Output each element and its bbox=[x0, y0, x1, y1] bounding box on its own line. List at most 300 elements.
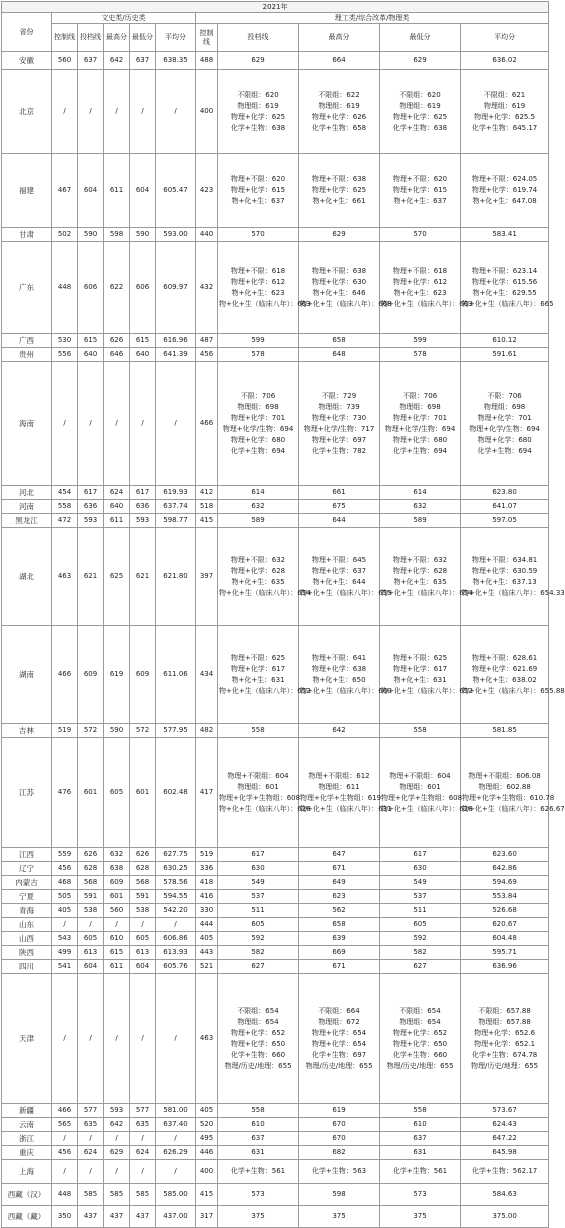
science-score-cell bbox=[299, 904, 380, 918]
table-row bbox=[2, 932, 549, 946]
score-line: 661 bbox=[332, 488, 346, 496]
science-score-cell bbox=[218, 1160, 299, 1184]
science-score-cell bbox=[461, 876, 549, 890]
science-score-cell bbox=[218, 228, 299, 242]
arts-score-cell: / bbox=[78, 974, 104, 1104]
science-score-cell bbox=[461, 960, 549, 974]
arts-score-cell: 606 bbox=[78, 242, 104, 334]
science-score-cell bbox=[218, 724, 299, 738]
science-col-header: 投档线 bbox=[218, 24, 299, 52]
score-line: 440 bbox=[199, 230, 214, 238]
arts-score-cell: 640 bbox=[130, 348, 156, 362]
score-line: 549 bbox=[413, 878, 427, 886]
score-line: 488 bbox=[199, 56, 214, 64]
science-score-cell bbox=[299, 52, 380, 70]
score-line: 519 bbox=[199, 850, 214, 858]
score-line: 物理+不限组：606.08 bbox=[468, 771, 541, 780]
province-cell: 河南 bbox=[2, 500, 52, 514]
score-line: 418 bbox=[199, 878, 214, 886]
science-score-cell bbox=[196, 890, 218, 904]
arts-score-cell: 568 bbox=[78, 876, 104, 890]
score-line: 物理组：698 bbox=[399, 402, 441, 411]
score-line: 物理组：654 bbox=[399, 1017, 441, 1026]
province-cell: 山东 bbox=[2, 918, 52, 932]
arts-score-cell: 616.96 bbox=[156, 334, 196, 348]
score-line: 物理+化学：615 bbox=[392, 186, 448, 194]
score-line: 405 bbox=[199, 1106, 214, 1114]
score-line: 物理+化学+生物组：619 bbox=[300, 793, 382, 802]
score-line: 617 bbox=[251, 850, 265, 858]
province-cell: 湖南 bbox=[2, 626, 52, 724]
arts-score-cell: 456 bbox=[52, 862, 78, 876]
science-score-cell bbox=[218, 932, 299, 946]
province-cell: 湖北 bbox=[2, 528, 52, 626]
science-score-cell bbox=[461, 1206, 549, 1228]
arts-score-cell: 585 bbox=[78, 1184, 104, 1206]
score-line: 415 bbox=[199, 516, 214, 524]
score-line: 573 bbox=[413, 1190, 427, 1198]
science-score-cell bbox=[461, 154, 549, 228]
score-line: 670 bbox=[332, 1134, 346, 1142]
score-line: 化学+生物：561 bbox=[230, 1167, 286, 1175]
arts-col-header: 平均分 bbox=[156, 24, 196, 52]
arts-score-cell: 568 bbox=[130, 876, 156, 890]
table-row bbox=[2, 1184, 549, 1206]
arts-score-cell: 598 bbox=[104, 228, 130, 242]
score-line: 不限组：621 bbox=[483, 90, 526, 99]
score-line: 物+化+生（临床八年）：626 bbox=[219, 804, 311, 813]
score-line: 物理组：601 bbox=[399, 782, 441, 791]
arts-score-cell: 472 bbox=[52, 514, 78, 528]
science-score-cell bbox=[380, 228, 461, 242]
science-score-cell bbox=[196, 348, 218, 362]
arts-score-cell: / bbox=[156, 1160, 196, 1184]
province-cell: 海南 bbox=[2, 362, 52, 486]
science-score-cell bbox=[196, 486, 218, 500]
science-score-cell bbox=[299, 486, 380, 500]
score-line: 595.71 bbox=[492, 948, 517, 956]
arts-score-cell: 640 bbox=[104, 500, 130, 514]
arts-score-cell: 505 bbox=[52, 890, 78, 904]
score-line: 物理+化学：638 bbox=[311, 664, 367, 673]
score-line: 570 bbox=[413, 230, 427, 238]
score-line: 648 bbox=[332, 350, 346, 358]
province-cell: 陕西 bbox=[2, 946, 52, 960]
science-score-cell bbox=[461, 1132, 549, 1146]
arts-score-cell: 646 bbox=[104, 348, 130, 362]
province-cell: 江苏 bbox=[2, 738, 52, 848]
science-score-cell bbox=[461, 890, 549, 904]
arts-score-cell: 593 bbox=[104, 1104, 130, 1118]
arts-score-cell: 502 bbox=[52, 228, 78, 242]
score-line: 物理+化学：680 bbox=[230, 435, 286, 444]
science-score-cell bbox=[380, 242, 473, 334]
score-line: 物理+化学：652.1 bbox=[474, 1039, 536, 1048]
arts-score-cell: / bbox=[156, 918, 196, 932]
arts-score-cell: 615 bbox=[104, 946, 130, 960]
score-line: 405 bbox=[199, 934, 214, 942]
arts-score-cell: 590 bbox=[104, 724, 130, 738]
arts-score-cell: 635 bbox=[78, 1118, 104, 1132]
science-score-cell bbox=[218, 528, 311, 626]
score-line: 627 bbox=[251, 962, 265, 970]
score-line: 591.61 bbox=[492, 350, 517, 358]
score-line: 物理+化学：650 bbox=[392, 1039, 448, 1048]
arts-score-cell: / bbox=[52, 362, 78, 486]
score-line: 物+化+生：637 bbox=[231, 197, 285, 205]
science-score-cell bbox=[299, 876, 380, 890]
score-line: 物理+化学：654 bbox=[311, 1039, 367, 1048]
arts-score-cell: 601 bbox=[78, 738, 104, 848]
arts-score-cell: 437 bbox=[104, 1206, 130, 1228]
score-line: 物理+化学：625.5 bbox=[474, 112, 536, 121]
province-cell: 天津 bbox=[2, 974, 52, 1104]
score-line: 610.12 bbox=[492, 336, 517, 344]
score-line: 584.63 bbox=[492, 1190, 517, 1198]
arts-score-cell: 628 bbox=[78, 862, 104, 876]
score-line: 397 bbox=[199, 572, 214, 580]
science-score-cell bbox=[196, 904, 218, 918]
arts-score-cell: / bbox=[130, 1160, 156, 1184]
science-score-cell bbox=[461, 70, 549, 154]
science-score-cell bbox=[380, 1132, 461, 1146]
score-line: 物理+不限：645 bbox=[311, 555, 367, 564]
score-line: 537 bbox=[413, 892, 427, 900]
science-score-cell bbox=[299, 946, 380, 960]
score-line: 423 bbox=[199, 186, 214, 194]
score-line: 605 bbox=[251, 920, 265, 928]
score-line: 658 bbox=[332, 336, 346, 344]
table-row bbox=[2, 348, 549, 362]
science-score-cell bbox=[461, 1160, 549, 1184]
science-score-cell bbox=[196, 1132, 218, 1146]
arts-score-cell: 605 bbox=[130, 932, 156, 946]
arts-score-cell: 468 bbox=[52, 876, 78, 890]
score-line: 物+化+生（临床八年）：654 bbox=[219, 588, 311, 597]
score-line: 511 bbox=[413, 906, 427, 914]
arts-score-cell: 604 bbox=[78, 960, 104, 974]
science-score-cell bbox=[461, 918, 549, 932]
arts-col-header: 最低分 bbox=[130, 24, 156, 52]
score-line: 520 bbox=[199, 1120, 214, 1128]
score-line: 物理+不限：624.05 bbox=[471, 175, 538, 183]
score-line: 582 bbox=[251, 948, 265, 956]
score-line: 336 bbox=[199, 864, 214, 872]
score-line: 不限组：620 bbox=[399, 90, 441, 99]
score-line: 682 bbox=[332, 1148, 346, 1156]
science-score-cell bbox=[196, 52, 218, 70]
score-line: 物+化+生（临床八年）：631 bbox=[300, 804, 392, 813]
science-score-cell bbox=[461, 242, 554, 334]
arts-score-cell: / bbox=[52, 1132, 78, 1146]
arts-score-cell: 541 bbox=[52, 960, 78, 974]
arts-score-cell: / bbox=[104, 918, 130, 932]
science-col-header: 最低分 bbox=[380, 24, 461, 52]
score-line: 化学+生物：658 bbox=[311, 123, 367, 132]
arts-score-cell: 598.77 bbox=[156, 514, 196, 528]
score-line: 629 bbox=[413, 56, 427, 64]
score-line: 物理+化学：612 bbox=[230, 277, 286, 286]
score-line: 518 bbox=[199, 502, 214, 510]
score-line: 物理+化学：626 bbox=[311, 112, 367, 121]
score-line: 631 bbox=[413, 1148, 427, 1156]
arts-score-cell: 627.75 bbox=[156, 848, 196, 862]
science-score-cell bbox=[299, 918, 380, 932]
score-line: 645.98 bbox=[492, 1148, 517, 1156]
score-line: 562 bbox=[332, 906, 346, 914]
score-line: 化学+生物：660 bbox=[392, 1050, 448, 1059]
score-line: 物理组：657.88 bbox=[478, 1017, 531, 1026]
science-score-cell bbox=[461, 1146, 549, 1160]
science-score-cell bbox=[380, 960, 461, 974]
arts-score-cell: 591 bbox=[130, 890, 156, 904]
arts-score-cell: 590 bbox=[130, 228, 156, 242]
arts-score-cell: 466 bbox=[52, 626, 78, 724]
province-cell: 江西 bbox=[2, 848, 52, 862]
arts-score-cell: 630.25 bbox=[156, 862, 196, 876]
score-line: 578 bbox=[413, 350, 427, 358]
province-cell: 贵州 bbox=[2, 348, 52, 362]
arts-score-cell: 626 bbox=[104, 334, 130, 348]
table-row bbox=[2, 890, 549, 904]
science-score-cell bbox=[218, 348, 299, 362]
score-line: 627 bbox=[413, 962, 427, 970]
score-line: 558 bbox=[251, 726, 265, 734]
science-score-cell bbox=[461, 348, 549, 362]
science-score-cell bbox=[299, 334, 380, 348]
score-table bbox=[1, 1, 565, 1228]
science-score-cell bbox=[218, 52, 299, 70]
score-line: 物理组：619 bbox=[399, 101, 441, 110]
score-line: 400 bbox=[199, 1167, 214, 1175]
score-line: 物理+不限：632 bbox=[392, 555, 448, 564]
score-line: 物理组：611 bbox=[318, 782, 360, 791]
score-line: 620.67 bbox=[492, 920, 517, 928]
arts-score-cell: 577 bbox=[78, 1104, 104, 1118]
science-score-cell bbox=[380, 1146, 461, 1160]
table-row bbox=[2, 918, 549, 932]
province-cell: 吉林 bbox=[2, 724, 52, 738]
arts-score-cell: 605 bbox=[104, 738, 130, 848]
province-cell: 河北 bbox=[2, 486, 52, 500]
science-col-header: 控制线 bbox=[196, 24, 218, 52]
score-line: 物+化+生：631 bbox=[393, 675, 447, 684]
science-score-cell bbox=[461, 52, 549, 70]
score-line: 670 bbox=[332, 1120, 346, 1128]
score-line: 物理+不限组：612 bbox=[308, 771, 370, 780]
science-score-cell bbox=[299, 974, 380, 1104]
science-score-cell bbox=[196, 1146, 218, 1160]
science-score-cell bbox=[196, 528, 218, 626]
score-line: 物理+不限：641 bbox=[311, 653, 367, 662]
science-score-cell bbox=[380, 70, 461, 154]
score-line: 不限组：620 bbox=[237, 90, 279, 99]
score-line: 化学+生物：638 bbox=[230, 123, 286, 132]
score-line: 599 bbox=[251, 336, 265, 344]
arts-score-cell: / bbox=[130, 70, 156, 154]
arts-score-cell: 572 bbox=[130, 724, 156, 738]
score-line: 物理/历史/地理：655 bbox=[224, 1061, 292, 1070]
arts-score-cell: / bbox=[104, 974, 130, 1104]
score-line: 623.80 bbox=[492, 488, 517, 496]
score-line: 物+化+生：638.02 bbox=[472, 675, 537, 684]
score-line: 631 bbox=[251, 1148, 265, 1156]
science-score-cell bbox=[299, 362, 380, 486]
science-score-cell bbox=[196, 918, 218, 932]
arts-score-cell: 542.20 bbox=[156, 904, 196, 918]
score-line: 物理+化学/生物：694 bbox=[222, 424, 294, 433]
arts-score-cell: 578.56 bbox=[156, 876, 196, 890]
science-score-cell bbox=[218, 1132, 299, 1146]
score-line: 511 bbox=[251, 906, 265, 914]
arts-score-cell: 626 bbox=[78, 848, 104, 862]
science-group-header: 理工类/综合改革/物理类 bbox=[196, 13, 549, 24]
score-line: 物理+化学：652.6 bbox=[474, 1028, 536, 1037]
science-score-cell bbox=[196, 848, 218, 862]
score-line: 物理+化学/生物：694 bbox=[384, 424, 456, 433]
science-score-cell bbox=[461, 500, 549, 514]
score-line: 375 bbox=[332, 1212, 346, 1220]
science-score-cell bbox=[299, 724, 380, 738]
arts-score-cell: / bbox=[130, 974, 156, 1104]
score-line: 573 bbox=[251, 1190, 265, 1198]
score-line: 物理+不限：638 bbox=[311, 266, 367, 275]
score-line: 592 bbox=[251, 934, 265, 942]
arts-col-header: 投档线 bbox=[78, 24, 104, 52]
score-line: 553.84 bbox=[492, 892, 517, 900]
arts-score-cell: / bbox=[104, 70, 130, 154]
score-line: 630 bbox=[413, 864, 427, 872]
science-score-cell bbox=[380, 918, 461, 932]
score-line: 物理/历史/地理：655 bbox=[305, 1061, 373, 1070]
science-score-cell bbox=[218, 514, 299, 528]
arts-score-cell: 593 bbox=[130, 514, 156, 528]
score-line: 物+化+生（临床八年）：668 bbox=[300, 299, 392, 308]
table-row bbox=[2, 514, 549, 528]
science-score-cell bbox=[218, 486, 299, 500]
score-line: 物理+化学/生物：694 bbox=[469, 424, 540, 433]
arts-score-cell: 467 bbox=[52, 154, 78, 228]
score-line: 物理+不限：628.61 bbox=[471, 653, 538, 662]
science-score-cell bbox=[196, 1104, 218, 1118]
score-line: 610 bbox=[251, 1120, 265, 1128]
science-score-cell bbox=[461, 334, 549, 348]
arts-score-cell: 615 bbox=[130, 334, 156, 348]
score-line: 629 bbox=[251, 56, 265, 64]
table-row bbox=[2, 1160, 549, 1184]
arts-score-cell: 637 bbox=[130, 52, 156, 70]
score-line: 物理+化学：617 bbox=[392, 664, 448, 673]
score-line: 物理+化学：680 bbox=[477, 435, 532, 444]
arts-score-cell: 499 bbox=[52, 946, 78, 960]
science-score-cell bbox=[196, 362, 218, 486]
science-score-cell bbox=[461, 1104, 549, 1118]
science-score-cell bbox=[218, 848, 299, 862]
science-score-cell bbox=[218, 862, 299, 876]
score-line: 物理+化学：637 bbox=[311, 566, 367, 575]
score-line: 675 bbox=[332, 502, 346, 510]
province-cell: 新疆 bbox=[2, 1104, 52, 1118]
arts-score-cell: 615 bbox=[78, 334, 104, 348]
score-line: 463 bbox=[199, 1034, 214, 1042]
score-line: 375 bbox=[413, 1212, 427, 1220]
score-line: 物理+化学：730 bbox=[311, 413, 367, 422]
science-score-cell bbox=[196, 334, 218, 348]
score-line: 487 bbox=[199, 336, 214, 344]
score-line: 物理+化学：621.69 bbox=[471, 664, 538, 673]
arts-score-cell: 619.93 bbox=[156, 486, 196, 500]
score-line: 物+化+生：631 bbox=[231, 675, 285, 684]
score-line: 671 bbox=[332, 864, 346, 872]
science-score-cell bbox=[380, 334, 461, 348]
score-line: 641.07 bbox=[492, 502, 517, 510]
science-score-cell bbox=[299, 1184, 380, 1206]
arts-score-cell: 593 bbox=[78, 514, 104, 528]
arts-score-cell: 611 bbox=[104, 960, 130, 974]
arts-score-cell: 601 bbox=[130, 738, 156, 848]
score-line: 623 bbox=[332, 892, 346, 900]
arts-score-cell: 626 bbox=[130, 848, 156, 862]
science-score-cell bbox=[380, 1118, 461, 1132]
science-score-cell bbox=[380, 904, 461, 918]
province-cell: 广东 bbox=[2, 242, 52, 334]
science-score-cell bbox=[461, 528, 565, 626]
table-row bbox=[2, 724, 549, 738]
score-line: 物+化+生：629.55 bbox=[472, 288, 537, 297]
arts-group-header: 文史类/历史类 bbox=[52, 13, 196, 24]
science-score-cell bbox=[299, 528, 392, 626]
score-line: 412 bbox=[199, 488, 214, 496]
science-score-cell bbox=[196, 960, 218, 974]
province-cell: 云南 bbox=[2, 1118, 52, 1132]
score-line: 物理+不限：625 bbox=[230, 653, 286, 662]
score-line: 物+化+生（临床八年）：626.67 bbox=[462, 804, 565, 813]
province-cell: 上海 bbox=[2, 1160, 52, 1184]
score-line: 649 bbox=[332, 878, 346, 886]
arts-score-cell: 456 bbox=[52, 1146, 78, 1160]
score-line: 物+化+生（临床八年）：663 bbox=[219, 299, 311, 308]
province-cell: 青海 bbox=[2, 904, 52, 918]
arts-score-cell: / bbox=[52, 918, 78, 932]
score-line: 物+化+生：623 bbox=[231, 288, 285, 297]
arts-score-cell: 437 bbox=[78, 1206, 104, 1228]
science-score-cell bbox=[461, 974, 549, 1104]
science-score-cell bbox=[299, 514, 380, 528]
province-cell: 辽宁 bbox=[2, 862, 52, 876]
score-line: 物理+不限：618 bbox=[230, 266, 286, 275]
arts-score-cell: 572 bbox=[78, 724, 104, 738]
province-cell: 四川 bbox=[2, 960, 52, 974]
score-line: 化学+生物：697 bbox=[311, 1050, 367, 1059]
score-line: 466 bbox=[199, 419, 214, 427]
score-line: 558 bbox=[413, 1106, 427, 1114]
arts-score-cell: 632 bbox=[104, 848, 130, 862]
score-line: 物理+化学：652 bbox=[230, 1028, 286, 1037]
arts-score-cell: 605 bbox=[78, 932, 104, 946]
science-score-cell bbox=[380, 1206, 461, 1228]
arts-score-cell: 476 bbox=[52, 738, 78, 848]
science-score-cell bbox=[196, 242, 218, 334]
score-line: 化学+生物：563 bbox=[311, 1167, 367, 1175]
arts-score-cell: / bbox=[78, 1132, 104, 1146]
score-line: 432 bbox=[199, 283, 214, 291]
science-score-cell bbox=[196, 932, 218, 946]
score-line: 物理组：739 bbox=[318, 402, 360, 411]
arts-score-cell: 350 bbox=[52, 1206, 78, 1228]
score-line: 物理组：619 bbox=[318, 101, 360, 110]
table-row bbox=[2, 626, 549, 724]
science-score-cell bbox=[299, 848, 380, 862]
